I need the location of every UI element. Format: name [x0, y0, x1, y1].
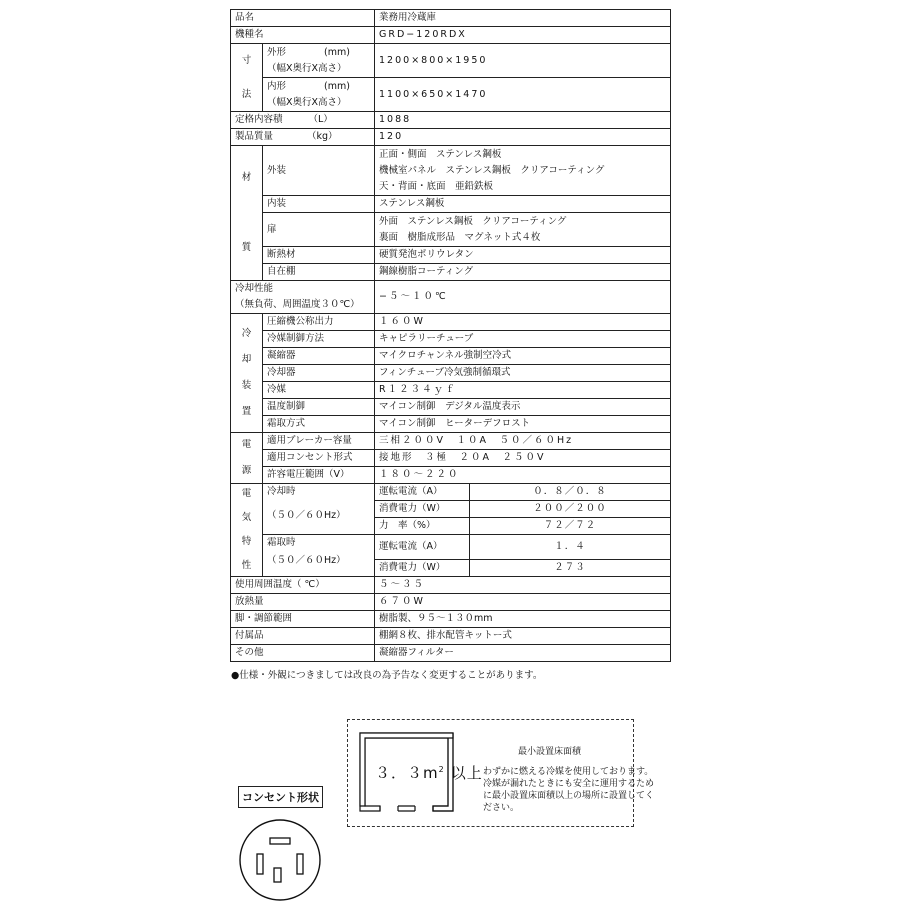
label-outlet-type: 適用コンセント形式 [263, 450, 375, 467]
value-defrost-power: ２７３ [470, 559, 671, 577]
label-insulation: 断熱材 [263, 247, 375, 264]
label-heat-output: 放熱量 [231, 594, 375, 611]
outlet-icon [238, 818, 322, 902]
value-power-factor: ７２／７２ [470, 518, 671, 535]
label-evaporator: 冷却器 [263, 365, 375, 382]
value-temp-control: マイコン制御 デジタル温度表示 [375, 399, 671, 416]
value-cool-power: ２００／２００ [470, 501, 671, 518]
label-legs: 脚・調節範囲 [231, 611, 375, 628]
value-outer-dimensions: 1200×800×1950 [375, 44, 671, 78]
label-exterior: 外装 [263, 146, 375, 196]
label-inner-dimensions: 内形 (mm) （幅X奥行X高さ） [263, 78, 375, 112]
label-temp-control: 温度制御 [263, 399, 375, 416]
label-power-factor: 力 率（%） [375, 518, 470, 535]
label-breaker: 適用ブレーカー容量 [263, 433, 375, 450]
min-area-value: ３．$3m^2$ 以上 [375, 764, 483, 782]
label-compressor: 圧縮機公称出力 [263, 314, 375, 331]
value-shelf: 鋼線樹脂コーティング [375, 264, 671, 281]
value-evaporator: フィンチューブ冷気強制循環式 [375, 365, 671, 382]
label-ambient-temp: 使用周囲温度（ ℃） [231, 577, 375, 594]
value-inner-dimensions: 1100×650×1470 [375, 78, 671, 112]
value-compressor: １６０W [375, 314, 671, 331]
group-material: 材 質 [231, 146, 263, 281]
refrigerant-warning: わずかに燃える冷媒を使用しております。 冷媒が漏れたときにも安全に運用するため に最小設置床面積以上の場所に設置してく ださい。 [483, 767, 655, 813]
value-cooling-performance: −５～１０℃ [375, 281, 671, 314]
value-condenser: マイクロチャンネル強制空冷式 [375, 348, 671, 365]
value-accessories: 棚網８枚、排水配管キットー式 [375, 628, 671, 645]
value-product-name: 業務用冷蔵庫 [375, 10, 671, 27]
label-condenser: 凝縮器 [263, 348, 375, 365]
value-refrigerant-control: キャピラリーチューブ [375, 331, 671, 348]
value-interior: ステンレス鋼板 [375, 196, 671, 213]
value-insulation: 硬質発泡ポリウレタン [375, 247, 671, 264]
value-defrost-method: マイコン制御 ヒーターデフロスト [375, 416, 671, 433]
value-outlet-type: 接地形 ３極 ２０A ２５０V [375, 450, 671, 467]
label-defrost-current: 運転電流（A） [375, 535, 470, 560]
label-refrigerant: 冷媒 [263, 382, 375, 399]
group-electrical: 電 気 特 性 [231, 484, 263, 577]
spec-table [230, 9, 671, 662]
value-ambient-temp: ５～３５ [375, 577, 671, 594]
label-door: 扉 [263, 213, 375, 247]
min-area-title: 最小設置床面積 [518, 747, 582, 757]
group-power: 電 源 [231, 433, 263, 484]
label-shelf: 自在棚 [263, 264, 375, 281]
label-capacity: 定格内容積 （L） [231, 112, 375, 129]
group-dimensions: 寸 法 [231, 44, 263, 112]
label-refrigerant-control: 冷媒制御方法 [263, 331, 375, 348]
value-refrigerant: R１２３４ｙｆ [375, 382, 671, 399]
value-other: 凝縮器フィルター [375, 645, 671, 662]
spec-change-note: ●仕様・外観につきましては改良の為予告なく変更することがあります。 [231, 670, 543, 681]
outlet-shape-label: コンセント形状 [238, 786, 323, 808]
label-weight: 製品質量 （kg） [231, 129, 375, 146]
label-other: その他 [231, 645, 375, 662]
value-defrost-current: １．４ [470, 535, 671, 560]
label-defrost-method: 霜取方式 [263, 416, 375, 433]
value-breaker: 三相２００V １０A ５０／６０Hz [375, 433, 671, 450]
label-product-name: 品名 [231, 10, 375, 27]
label-cool-power: 消費電力（W） [375, 501, 470, 518]
value-weight: 120 [375, 129, 671, 146]
group-cooling-device: 冷 却 装 置 [231, 314, 263, 433]
label-cooling-mode: 冷却時 （５０／６０Hz） [263, 484, 375, 535]
value-model: GRD−120RDX [375, 27, 671, 44]
label-defrost-mode: 霜取時 （５０／６０Hz） [263, 535, 375, 577]
label-voltage-range: 許容電圧範囲（V） [263, 467, 375, 484]
label-defrost-power: 消費電力（W） [375, 559, 470, 577]
label-model: 機種名 [231, 27, 375, 44]
value-legs: 樹脂製、９５～１３０mm [375, 611, 671, 628]
label-cooling-performance: 冷却性能 （無負荷、周囲温度３０℃） [231, 281, 375, 314]
value-cool-current: ０．８／０．８ [470, 484, 671, 501]
label-outer-dimensions: 外形 (mm) （幅X奥行X高さ） [263, 44, 375, 78]
value-exterior: 正面・側面 ステンレス鋼板 機械室パネル ステンレス鋼板 クリアコーティング 天・背面・底面 亜鉛鉄板 [375, 146, 671, 196]
label-interior: 内装 [263, 196, 375, 213]
value-door: 外面 ステンレス鋼板 クリアコーティング 裏面 樹脂成形品 マグネット式４枚 [375, 213, 671, 247]
label-cool-current: 運転電流（A） [375, 484, 470, 501]
label-accessories: 付属品 [231, 628, 375, 645]
value-voltage-range: １８０～２２０ [375, 467, 671, 484]
value-capacity: 1088 [375, 112, 671, 129]
value-heat-output: ６７０W [375, 594, 671, 611]
